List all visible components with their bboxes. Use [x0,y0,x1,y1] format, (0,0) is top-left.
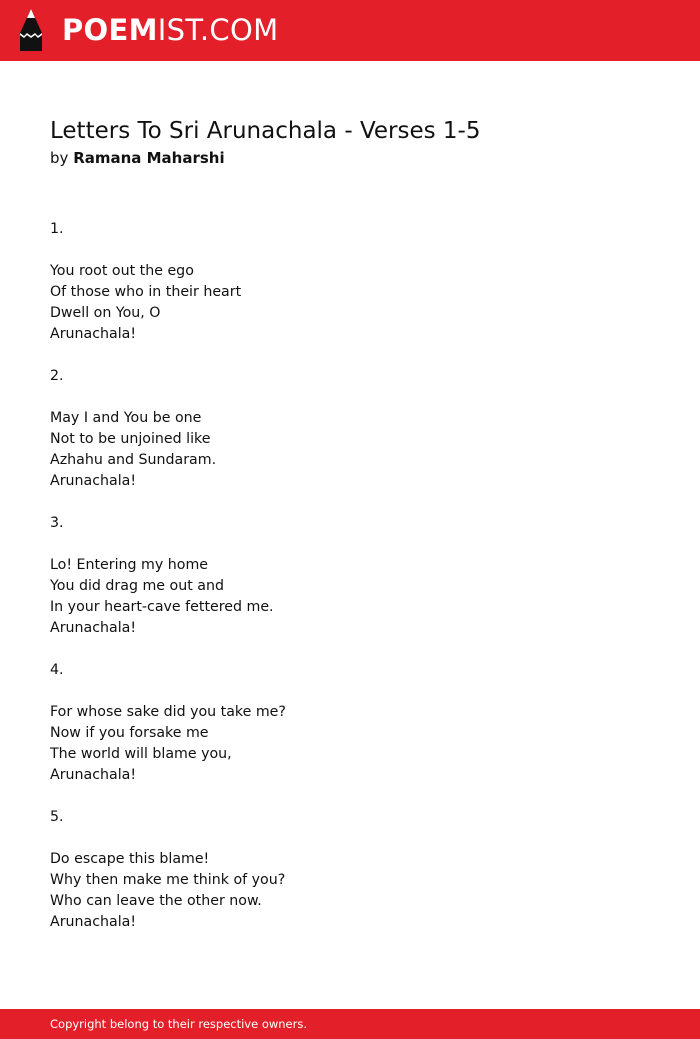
verse-number: 4. [50,662,64,678]
stanza-gap [50,345,286,366]
pencil-logo-icon [18,9,44,51]
poem-title: Letters To Sri Arunachala - Verses 1-5 [50,118,481,144]
copyright-text: Copyright belong to their respective owners. [50,1017,308,1031]
poem-body [50,219,286,933]
poem-line: Arunachala! [50,767,137,783]
poem-line: Not to be unjoined like [50,431,211,447]
byline [50,148,225,169]
stanza-gap [50,240,286,261]
verse-number: 3. [50,515,64,531]
site-footer [0,1009,700,1039]
by-label: by [50,149,69,167]
poem-line: Arunachala! [50,914,137,930]
poem-line: Lo! Entering my home [50,557,209,573]
author-name: Ramana Maharshi [73,149,225,167]
poem-line: Arunachala! [50,473,137,489]
stanza-gap [50,492,286,513]
poem-line: You did drag me out and [50,578,224,594]
poem-line: Dwell on You, O [50,305,161,321]
poem-line: May I and You be one [50,410,202,426]
poem-line: Who can leave the other now. [50,893,262,909]
poem-line: Azhahu and Sundaram. [50,452,217,468]
poem-line: The world will blame you, [50,746,232,762]
poem-line: Of those who in their heart [50,284,242,300]
poem-line: Arunachala! [50,326,137,342]
logo-text-light: IST.COM [157,13,279,47]
stanza-gap [50,828,286,849]
stanza-gap [50,534,286,555]
poem-line: Now if you forsake me [50,725,209,741]
logo-text-bold: POEM [62,13,158,47]
stanza-gap [50,387,286,408]
site-header [0,0,700,61]
verse-number: 2. [50,368,64,384]
stanza-gap [50,681,286,702]
stanza-gap [50,786,286,807]
poem-line: Arunachala! [50,620,137,636]
poem-line: For whose sake did you take me? [50,704,286,720]
poem-line: In your heart-cave fettered me. [50,599,274,615]
poem-line: You root out the ego [50,263,194,279]
site-logo[interactable] [62,12,278,48]
verse-number: 1. [50,221,64,237]
verse-number: 5. [50,809,64,825]
stanza-gap [50,639,286,660]
poem-line: Why then make me think of you? [50,872,286,888]
poem-line: Do escape this blame! [50,851,210,867]
